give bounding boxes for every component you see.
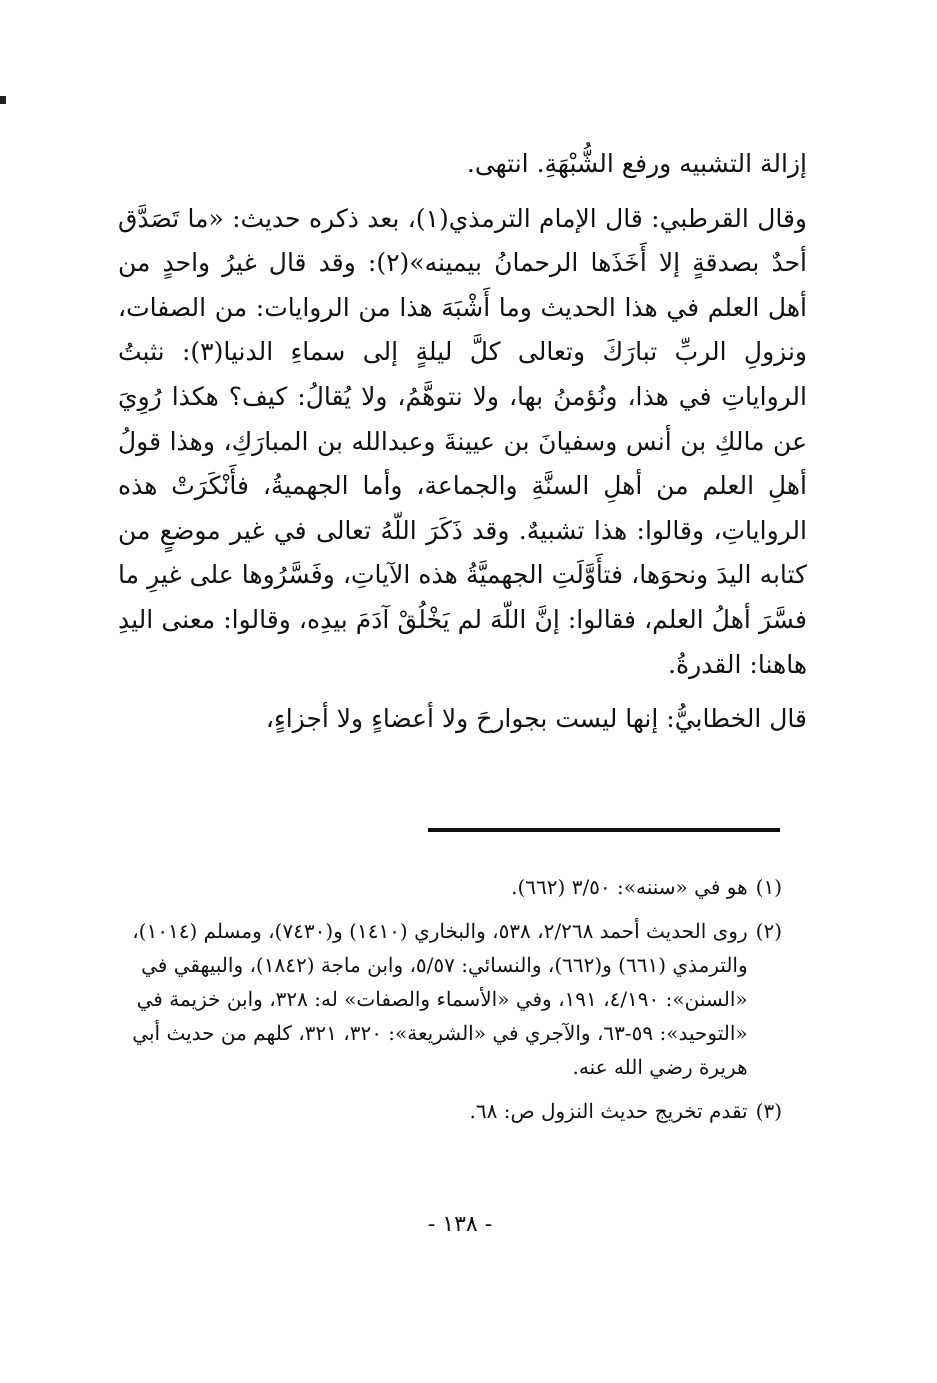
main-text xyxy=(118,142,807,742)
footnote-separator xyxy=(428,828,780,832)
footnotes xyxy=(118,870,782,1128)
footnote xyxy=(118,1094,782,1128)
footnote-text: تقدم تخريج حديث النزول ص: ٦٨. xyxy=(469,1099,748,1123)
footnote xyxy=(118,870,782,904)
footnote-number: (٣) xyxy=(755,1099,782,1123)
paragraph: قال الخطابيُّ: إنها ليست بجوارحَ ولا أعضاءٍ ولا أجزاءٍ، xyxy=(265,704,807,734)
page-number: - ١٣٨ - xyxy=(427,1212,493,1237)
footnote-text: هو في «سننه»: ٣/٥٠ (٦٦٢). xyxy=(511,875,748,899)
footnote-number: (٢) xyxy=(755,919,782,943)
paragraph: إزالة التشبيه ورفع الشُّبْهَةِ. انتهى. xyxy=(466,149,807,178)
paragraph: وقال القرطبي: قال الإمام الترمذي(١)، بعد ذكره حديث: «ما تَصَدَّق أحدٌ بصدقةٍ إلا أَخَذَها الرحمانُ بيمينه»(٢): وقد قال غيرُ واحدٍ من أهل العلم في هذا الحديث وما أَشْبَهَ هذا من الروايات: من الصفات، ونزولِ الربِّ تبارَكَ وتعالى كلَّ ليلةٍ إلى سماءِ الدنيا(٣): نثبتُ الرواياتِ في هذا، ونُؤمنُ بها، ولا نتوهَّمُ، ولا يُقالُ: كيف؟ هكذا رُوِيَ عن مالكِ بن أنس وسفيانَ بن عيينةَ وعبدالله بن المبارَكِ، وهذا قولُ أهلِ العلم من أهلِ السنَّةِ والجماعة، وأما الجهميةُ، فأَنْكَرَتْ هذه الرواياتِ، وقالوا: هذا تشبيهٌ. وقد ذَكَرَ اللّهُ تعالى في غير موضعٍ من كتابه اليدَ ونحوَها، فتأَوَّلَتِ الجهميَّةُ هذه الآياتِ، وفَسَّرُوها على غيرِ ما فسَّرَ أهلُ العلم، فقالوا: إنَّ اللّهَ لم يَخْلُقْ آدَمَ بيدِه، وقالوا: معنى اليدِ هاهنا: القدرةُ. xyxy=(118,203,808,679)
scan-edge-mark xyxy=(0,96,6,104)
footnote-number: (١) xyxy=(755,875,782,899)
footnote xyxy=(118,914,782,1084)
footnote-text: روى الحديث أحمد ٢/٢٦٨، ٥٣٨، والبخاري (١٤١٠) و(٧٤٣٠)، ومسلم (١٠١٤)، والترمذي (٦٦١) و(٦٦٢)، والنسائي: ٥/٥٧، وابن ماجة (١٨٤٢)، والبيهقي في «السنن»: ٤/١٩٠، ١٩١، وفي «الأسماء والصفات» له: ٣٢٨، وابن خزيمة في «التوحيد»: ٥٩-٦٣، والآجري في «الشريعة»: ٣٢٠، ٣٢١، كلهم من حديث أبي هريرة رضي الله عنه. xyxy=(132,919,748,1079)
